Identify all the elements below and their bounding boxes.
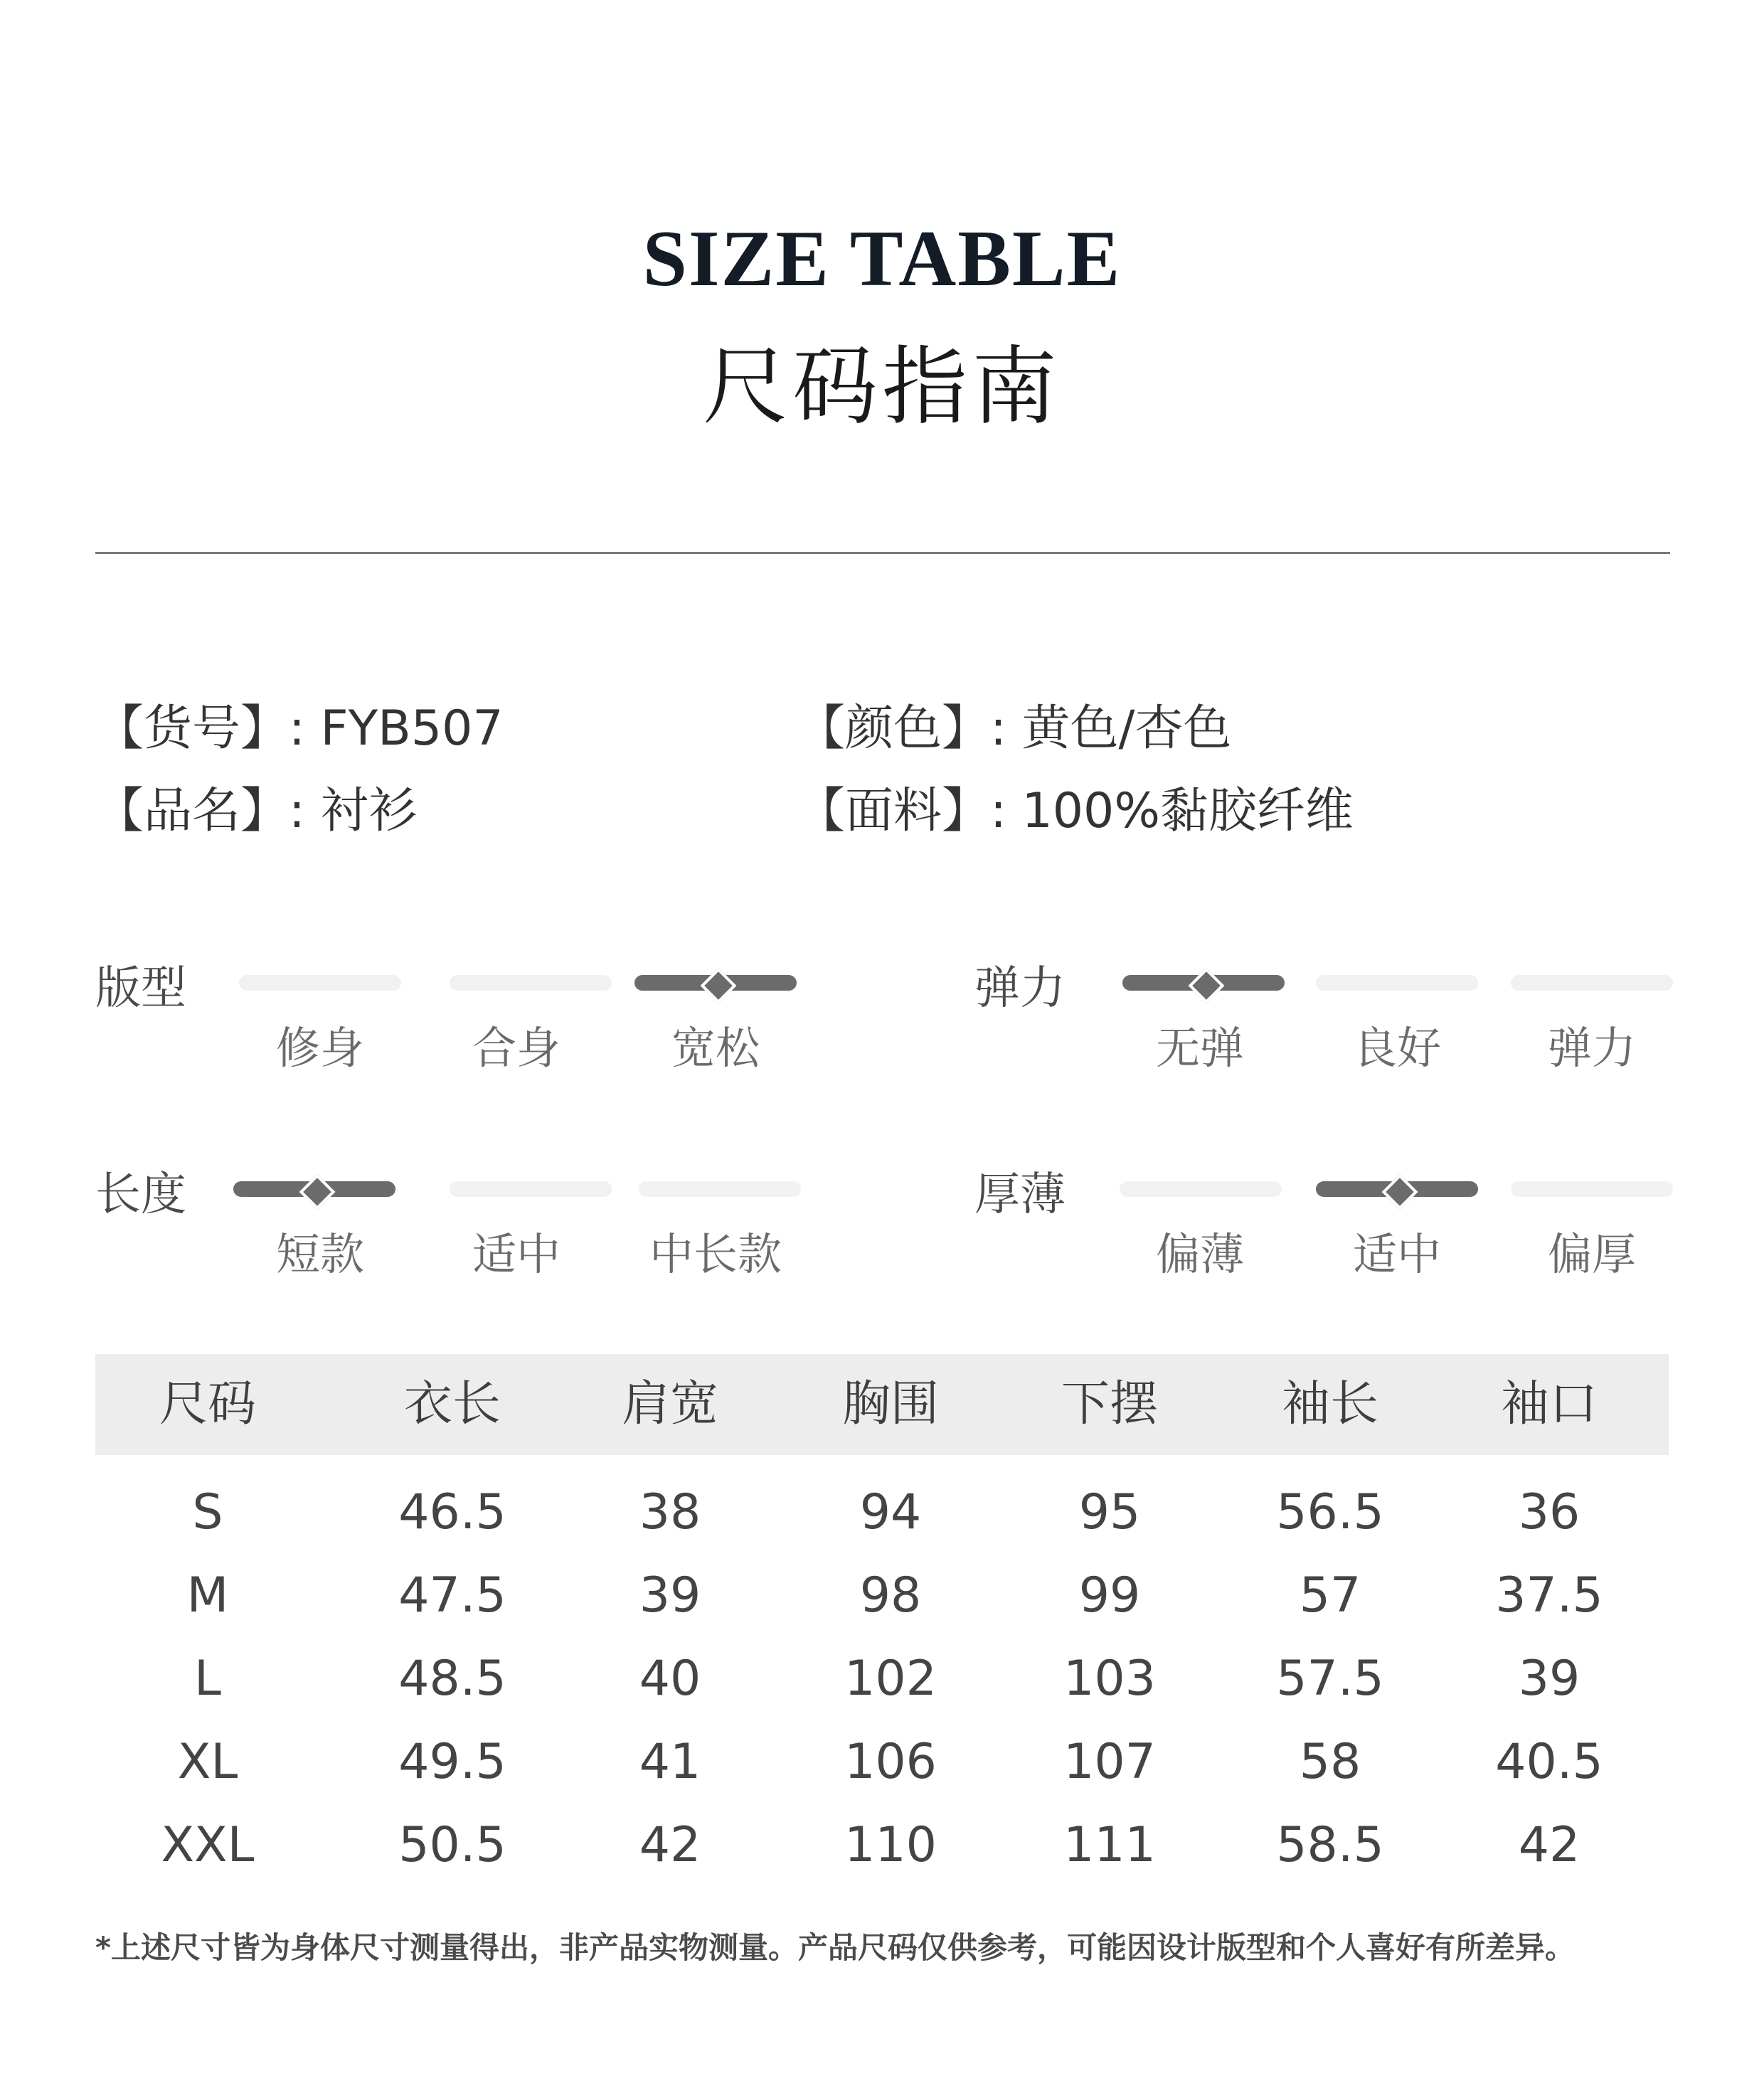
scale-segment-selected [634,975,797,991]
table-cell: 50.5 [398,1817,506,1873]
table-cell: 102 [844,1651,937,1707]
table-cell: 42 [639,1817,701,1873]
column-header: 下摆 [1061,1376,1158,1432]
attribute-title: 长度 [95,1168,186,1221]
table-cell: XL [177,1734,238,1790]
column-header: 胸围 [841,1376,939,1432]
table-cell: 41 [639,1734,701,1790]
table-cell: 48.5 [398,1651,506,1707]
table-cell: XXL [161,1817,255,1873]
item-number: 【货号】: FYB507 [95,701,504,757]
table-cell: 103 [1063,1651,1156,1707]
scale-option: 合身 [472,1022,560,1074]
attribute-title: 版型 [95,962,186,1015]
column-header: 袖长 [1281,1376,1378,1432]
table-cell: 99 [1078,1567,1141,1624]
table-cell: 36 [1518,1484,1580,1540]
scale-option: 适中 [1352,1228,1441,1280]
table-cell: 57 [1299,1567,1361,1624]
scale-option: 偏薄 [1155,1228,1244,1280]
divider [95,552,1670,554]
scale-option: 适中 [472,1228,560,1280]
table-cell: 110 [844,1817,937,1873]
table-cell: 38 [639,1484,701,1540]
scale-segment [1511,975,1673,991]
product-fabric: 【面料】: 100%黏胶纤维 [797,783,1354,839]
scale-segment [639,1181,801,1197]
scale-segment [1316,975,1478,991]
page-title-en: SIZE TABLE [642,215,1122,303]
attribute-title: 厚薄 [974,1168,1066,1221]
table-cell: M [186,1567,229,1624]
table-cell: 40.5 [1495,1734,1603,1790]
diamond-marker-icon [701,968,737,1004]
column-header: 袖口 [1500,1376,1598,1432]
attribute-title: 弹力 [974,962,1066,1015]
table-cell: 47.5 [398,1567,506,1624]
table-cell: 42 [1518,1817,1580,1873]
scale-option: 宽松 [671,1022,760,1074]
table-cell: 39 [639,1567,701,1624]
page-title-cn: 尺码指南 [703,338,1061,437]
size-table-body [95,1481,1669,1907]
scale-option: 短款 [275,1228,364,1280]
scale-segment [1120,1181,1282,1197]
table-cell: 98 [859,1567,922,1624]
column-header: 肩宽 [621,1376,718,1432]
size-table-header [95,1354,1669,1455]
scale-segment [450,975,612,991]
scale-segment-selected [1316,1181,1478,1197]
table-cell: 107 [1063,1734,1156,1790]
scale-option: 良好 [1352,1022,1441,1074]
column-header: 衣长 [403,1376,501,1432]
scale-option: 弹力 [1547,1022,1636,1074]
scale-option: 修身 [275,1022,364,1074]
scale-segment [450,1181,612,1197]
scale-segment-selected [1122,975,1285,991]
table-cell: S [192,1484,223,1540]
diamond-marker-icon [1382,1174,1418,1210]
table-cell: 39 [1518,1651,1580,1707]
product-color: 【颜色】: 黄色/杏色 [797,701,1232,757]
scale-option: 无弹 [1155,1022,1244,1074]
table-cell: 111 [1063,1817,1156,1873]
scale-segment [1511,1181,1673,1197]
diamond-marker-icon [1189,968,1225,1004]
column-header: 尺码 [159,1376,256,1432]
table-cell: 58 [1299,1734,1361,1790]
table-cell: 40 [639,1651,701,1707]
table-cell: 56.5 [1276,1484,1384,1540]
table-cell: 37.5 [1495,1567,1603,1624]
scale-option: 中长款 [649,1228,782,1280]
table-cell: 95 [1078,1484,1141,1540]
table-cell: 57.5 [1276,1651,1384,1707]
table-cell: 46.5 [398,1484,506,1540]
table-cell: L [194,1651,221,1707]
table-cell: 49.5 [398,1734,506,1790]
footnote: *上述尺寸皆为身体尺寸测量得出，非产品实物测量。产品尺码仅供参考，可能因设计版型和个人喜好有所差异。 [95,1930,1575,1965]
table-cell: 94 [859,1484,922,1540]
scale-segment [239,975,401,991]
product-name: 【品名】: 衬衫 [95,783,418,839]
scale-segment-selected [233,1181,395,1197]
table-cell: 58.5 [1276,1817,1384,1873]
table-cell: 106 [844,1734,937,1790]
scale-option: 偏厚 [1547,1228,1636,1280]
diamond-marker-icon [299,1174,336,1210]
